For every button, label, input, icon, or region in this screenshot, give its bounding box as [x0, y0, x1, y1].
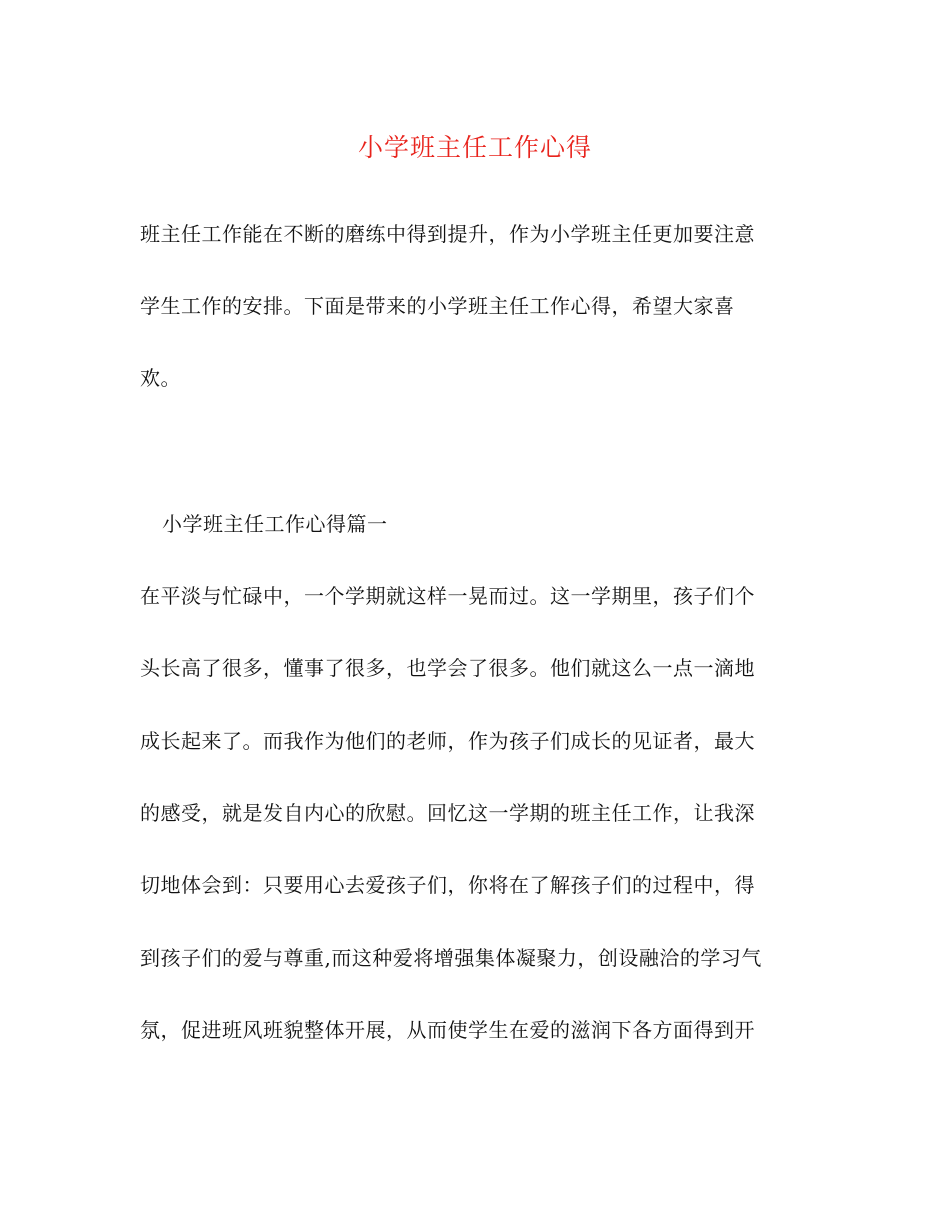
body-line: 切地体会到：只要用心去爱孩子们，你将在了解孩子们的过程中，得: [140, 873, 755, 897]
body-line: 成长起来了。而我作为他们的老师，作为孩子们成长的见证者，最大: [140, 729, 755, 753]
intro-line: 学生工作的安排。下面是带来的小学班主任工作心得，希望大家喜: [140, 294, 735, 318]
body-line: 氛，促进班风班貌整体开展，从而使学生在爱的滋润下各方面得到开: [140, 1018, 755, 1042]
body-line: 在平淡与忙碌中，一个学期就这样一晃而过。这一学期里，孩子们个: [140, 584, 755, 608]
document-title: 小学班主任工作心得: [357, 133, 592, 162]
intro-line: 班主任工作能在不断的磨练中得到提升，作为小学班主任更加要注意: [140, 222, 755, 246]
body-line: 到孩子们的爱与尊重,而这种爱将增强集体凝聚力，创设融洽的学习气: [140, 946, 762, 970]
body-line: 头长高了很多，懂事了很多，也学会了很多。他们就这么一点一滴地: [140, 656, 755, 680]
body-line: 的感受，就是发自内心的欣慰。回忆这一学期的班主任工作，让我深: [140, 801, 755, 825]
intro-line: 欢。: [140, 366, 181, 390]
section-heading: 小学班主任工作心得篇一: [162, 512, 388, 536]
